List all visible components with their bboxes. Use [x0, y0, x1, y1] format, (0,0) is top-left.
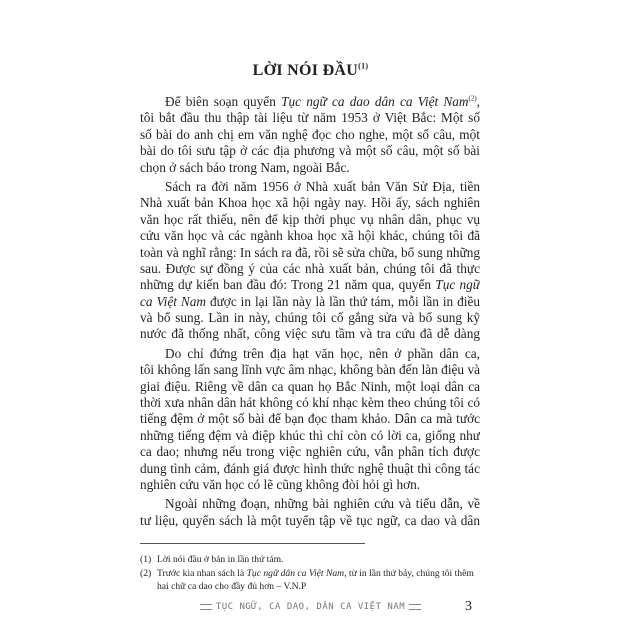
text-line	[140, 346, 480, 362]
text-run: cứu văn học và các ngành khoa học xã hội khác, chúng tôi đã	[140, 228, 480, 244]
italic-title: Tục ngữ ca dao dân ca Việt Nam	[281, 94, 469, 109]
body-text	[140, 94, 480, 532]
text-line	[140, 428, 480, 444]
text-line	[140, 277, 480, 293]
italic-title: Tục ngữ	[435, 277, 480, 293]
text-run: những tiếng đệm và điệp khúc thì chỉ còn có lời ca, giống như	[140, 427, 480, 443]
text-run: Lời nói đầu ở bản in lần thứ tám.	[157, 554, 284, 565]
footnote-text	[157, 567, 480, 594]
title-footnote-marker: (1)	[358, 61, 369, 71]
italic-title: Tục ngữ dân ca Việt Nam	[246, 567, 345, 579]
text-line	[140, 110, 480, 126]
text-run: Sách ra đời năm 1956 ở Nhà xuất bản Văn Sử Địa, tiền	[165, 178, 480, 194]
footnote	[140, 567, 480, 594]
text-run: tôi không lấn sang lĩnh vực âm nhạc, không bàn đến làn điệu và	[140, 362, 480, 378]
footnote	[140, 553, 480, 567]
text-run: , từ in lần thứ bảy, chúng tôi thêm hai chữ ca dao cho đầy đủ hơn – V.N.P	[157, 567, 474, 592]
text-run: Ngoài những đoạn, những bài nghiên cứu và tiểu dẫn, về	[165, 496, 480, 512]
text-line	[140, 362, 480, 378]
text-line	[140, 94, 480, 110]
text-run: Trước kia nhan sách là	[157, 567, 247, 579]
text-run: văn học rất thiếu, nên để kịp thời phục vụ nhân dân, phục vụ	[140, 211, 480, 227]
text-run: nước đã thống nhất, công việc sưu tầm và tra cứu đã dễ dàng	[140, 326, 480, 342]
text-run: nghiên cứu văn học có lẽ cũng không đòi hỏi gì hơn.	[140, 476, 421, 492]
text-line	[140, 212, 480, 228]
text-run: giai điệu. Riêng về dân ca quan họ Bắc Ninh, một loại dân ca	[140, 378, 480, 394]
paragraph	[140, 346, 480, 494]
text-line	[140, 395, 480, 411]
text-run: số bài do anh chị em văn nghệ đọc cho nghe, một số câu, một	[140, 126, 480, 142]
paragraph	[140, 94, 480, 176]
text-run: được in lại lần này là lần thứ tám, mỗi lần in điều	[209, 293, 480, 309]
footnotes	[140, 553, 480, 594]
running-footer	[0, 602, 621, 612]
text-run: tiếng đệm ở một số bài để bạn đọc tham khảo. Dân ca mà tước	[140, 411, 480, 427]
text-line	[140, 444, 480, 460]
text-run: tư liệu, quyển sách là một tuyển tập về tục ngữ, ca dao và dân	[140, 512, 480, 528]
text-line	[140, 496, 480, 512]
text-run: bài do tôi sưu tập ở các địa phương và một số câu, một số bài	[140, 143, 480, 159]
title-text: LỜI NÓI ĐẦU	[252, 62, 359, 79]
text-line	[140, 411, 480, 427]
footnote-number: (2)	[140, 567, 152, 579]
italic-title: ca Việt Nam	[140, 293, 206, 309]
footer-ornament-left-icon	[200, 604, 212, 610]
footnote-text	[157, 553, 283, 567]
text-line	[140, 261, 480, 277]
text-run: và bổ sung. Lần in này, chúng tôi cố gắng sửa và bổ sung kỹ	[140, 310, 480, 326]
page-title	[0, 62, 621, 80]
text-run: những dự kiến ban đầu đó: Trong 21 năm qua, quyển	[140, 277, 436, 293]
text-run: ca dao; nhưng nếu trong việc nghiên cứu, vẫn phân tích được	[140, 444, 480, 460]
text-line	[140, 245, 480, 261]
text-line	[140, 127, 480, 143]
text-line	[140, 379, 480, 395]
text-run: ,	[476, 94, 480, 109]
text-line	[140, 477, 480, 493]
footnote-number: (1)	[140, 554, 152, 565]
text-line	[140, 326, 480, 342]
page-number: 3	[465, 599, 472, 614]
text-line	[140, 160, 480, 176]
footnote-divider	[140, 543, 365, 544]
text-line	[140, 310, 480, 326]
text-run: dung tình cảm, đánh giá được hình thức nghệ thuật thì công tác	[140, 460, 480, 476]
text-run: Nhà xuất bản Khoa học xã hội ngày nay. Hồi ấy, sách nghiên	[140, 195, 480, 211]
paragraph	[140, 179, 480, 343]
text-line	[140, 294, 480, 310]
text-run: Để biên soạn quyển	[165, 94, 282, 109]
footer-ornament-right-icon	[409, 604, 421, 610]
text-run: chọn ở sách báo trong Nam, ngoài Bắc.	[140, 159, 350, 175]
text-run: Do chỉ đứng trên địa hạt văn học, nên ở phần dân ca,	[165, 345, 480, 361]
text-line	[140, 513, 480, 529]
text-line	[140, 195, 480, 211]
footnote-marker: (2)	[468, 94, 477, 103]
text-run: sau. Được sự đồng ý của các nhà xuất bản, chúng tôi đã thực	[140, 260, 480, 276]
text-line	[140, 143, 480, 159]
text-run: thời xưa nhân dân hát không có khí nhạc kèm theo chúng tôi có	[140, 395, 480, 411]
text-run: toàn và nghĩ rằng: In sách ra đã, rồi sẽ sửa chữa, bổ sung những	[140, 244, 480, 260]
text-line	[140, 228, 480, 244]
text-line	[140, 461, 480, 477]
running-title: TỤC NGỮ, CA DAO, DÂN CA VIỆT NAM	[215, 602, 406, 612]
text-line	[140, 179, 480, 195]
text-run: tôi bắt đầu thu thập tài liệu từ năm 1953 ở Việt Bắc: Một số	[140, 110, 480, 126]
paragraph	[140, 496, 480, 529]
